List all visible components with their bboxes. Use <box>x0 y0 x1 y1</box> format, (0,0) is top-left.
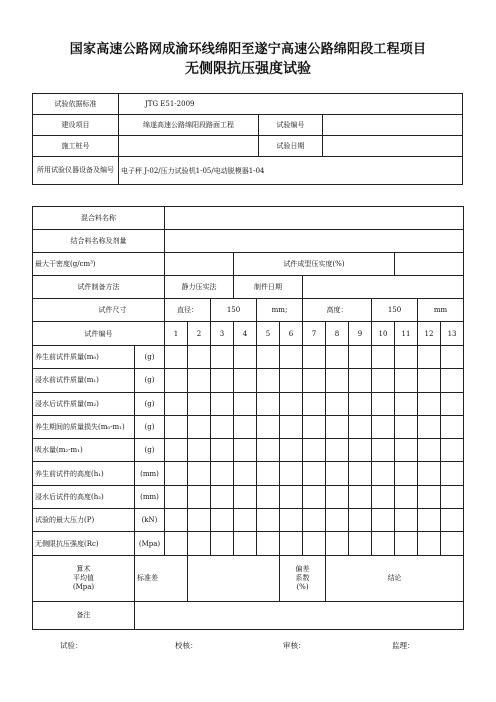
measurement-cell[interactable] <box>188 532 211 555</box>
std-value[interactable] <box>188 555 280 601</box>
specimen-number: 2 <box>188 322 211 346</box>
measurement-cell[interactable] <box>418 369 441 392</box>
prep-value: 静力压实法 <box>165 276 234 299</box>
measurement-cell[interactable] <box>326 369 349 392</box>
measurement-cell[interactable] <box>441 462 464 485</box>
measurement-cell[interactable] <box>441 485 464 508</box>
basis-value: JTG E51-2009 <box>119 94 463 115</box>
measurement-cell[interactable] <box>349 485 372 508</box>
measurement-cell[interactable] <box>280 509 303 532</box>
measurement-cell[interactable] <box>303 369 326 392</box>
height-value: 150 <box>372 299 418 322</box>
measurement-cell[interactable] <box>418 439 441 462</box>
measurement-label: 浸水前试件质量(m₁) <box>33 369 135 392</box>
measurement-cell[interactable] <box>165 369 188 392</box>
measurement-row <box>33 415 464 438</box>
measurement-cell[interactable] <box>395 415 418 438</box>
test-no-label: 试验编号 <box>259 115 323 136</box>
measurement-cell[interactable] <box>165 439 188 462</box>
measurement-cell[interactable] <box>280 532 303 555</box>
measurement-cell[interactable] <box>257 485 280 508</box>
prep-date-label: 制件日期 <box>234 276 303 299</box>
equipment-label: 所用试验仪器设备及编号 <box>33 157 119 185</box>
measurement-row <box>33 346 464 369</box>
specimen-number: 6 <box>280 322 303 346</box>
measurement-cell[interactable] <box>326 509 349 532</box>
measurement-cell[interactable] <box>395 509 418 532</box>
measurement-cell[interactable] <box>441 346 464 369</box>
measurement-unit: (g) <box>135 415 165 438</box>
measurement-cell[interactable] <box>349 369 372 392</box>
measurement-cell[interactable] <box>303 485 326 508</box>
measurement-cell[interactable] <box>441 439 464 462</box>
specimen-number: 8 <box>326 322 349 346</box>
measurement-cell[interactable] <box>372 509 395 532</box>
measurement-cell[interactable] <box>441 369 464 392</box>
compaction-label: 试件成型压实度(%) <box>234 253 395 276</box>
measurement-cell[interactable] <box>418 415 441 438</box>
measurement-cell[interactable] <box>418 509 441 532</box>
measurement-cell[interactable] <box>441 392 464 415</box>
measurement-cell[interactable] <box>211 392 234 415</box>
measurement-cell[interactable] <box>280 346 303 369</box>
measurement-cell[interactable] <box>372 462 395 485</box>
measurement-cell[interactable] <box>326 346 349 369</box>
measurement-cell[interactable] <box>165 392 188 415</box>
measurement-cell[interactable] <box>188 392 211 415</box>
measurement-row <box>33 439 464 462</box>
measurement-label: 养生前试件质量(m₀) <box>33 346 135 369</box>
measurement-cell[interactable] <box>280 415 303 438</box>
mm-label-2: mm <box>418 299 464 322</box>
specimen-number: 10 <box>372 322 395 346</box>
specimen-number-row <box>33 322 464 346</box>
measurement-cell[interactable] <box>211 415 234 438</box>
measurement-cell[interactable] <box>280 439 303 462</box>
specimen-number: 1 <box>165 322 188 346</box>
diameter-value: 150 <box>211 299 257 322</box>
measurement-cell[interactable] <box>349 532 372 555</box>
measurement-cell[interactable] <box>326 415 349 438</box>
measurement-cell[interactable] <box>395 439 418 462</box>
measurement-cell[interactable] <box>257 369 280 392</box>
measurement-cell[interactable] <box>349 439 372 462</box>
measurement-cell[interactable] <box>303 462 326 485</box>
measurement-cell[interactable] <box>395 346 418 369</box>
measurement-cell[interactable] <box>211 509 234 532</box>
measurement-cell[interactable] <box>349 509 372 532</box>
conclusion-label: 结论 <box>326 555 464 601</box>
measurement-unit: (Mpa) <box>135 532 165 555</box>
measurement-cell[interactable] <box>303 509 326 532</box>
measurement-label: 浸水后试件质量(m₂) <box>33 392 135 415</box>
measurement-cell[interactable] <box>188 346 211 369</box>
measurement-cell[interactable] <box>441 415 464 438</box>
measurement-cell[interactable] <box>188 509 211 532</box>
measurement-cell[interactable] <box>280 485 303 508</box>
measurement-cell[interactable] <box>234 392 257 415</box>
measurement-cell[interactable] <box>165 532 188 555</box>
measurement-unit: (g) <box>135 369 165 392</box>
measurement-label: 养生前试件的高度(h₁) <box>33 462 135 485</box>
station-label: 施工桩号 <box>33 136 119 157</box>
mm-label-1: mm; <box>257 299 303 322</box>
specimen-number: 12 <box>418 322 441 346</box>
measurement-cell[interactable] <box>395 462 418 485</box>
measurement-unit: (mm) <box>135 485 165 508</box>
test-table <box>32 206 464 630</box>
specimen-number: 4 <box>234 322 257 346</box>
measurement-label: 吸水量(m₂-m₁) <box>33 439 135 462</box>
compaction-value[interactable] <box>395 253 464 276</box>
max-density-value[interactable] <box>165 253 234 276</box>
measurement-cell[interactable] <box>395 485 418 508</box>
test-date-label: 试验日期 <box>259 136 323 157</box>
measurement-label: 无侧限抗压强度(Rc) <box>33 532 135 555</box>
measurement-cell[interactable] <box>326 485 349 508</box>
measurement-cell[interactable] <box>234 532 257 555</box>
measurement-cell[interactable] <box>303 439 326 462</box>
average-label: 算术 平均值 (Mpa) <box>33 555 135 601</box>
equipment-value: 电子秤 J-02/压力试验机1-05/电动脱模器1-04 <box>119 157 463 185</box>
measurement-cell[interactable] <box>395 369 418 392</box>
measurement-row <box>33 462 464 485</box>
measurement-cell[interactable] <box>326 462 349 485</box>
project-title: 国家高速公路网成渝环线绵阳至遂宁高速公路绵阳段工程项目 <box>69 42 427 57</box>
info-table <box>32 93 463 185</box>
prep-label: 试件制备方法 <box>33 276 165 299</box>
cv-label: 偏差 系数 (%) <box>280 555 326 601</box>
specimen-number-label: 试件编号 <box>33 322 165 346</box>
measurement-unit: (g) <box>135 439 165 462</box>
checker-signature: 校核： <box>175 641 198 650</box>
measurement-cell[interactable] <box>441 509 464 532</box>
measurement-cell[interactable] <box>188 415 211 438</box>
supervisor-signature: 监理： <box>392 641 415 650</box>
measurement-cell[interactable] <box>303 532 326 555</box>
measurement-row <box>33 392 464 415</box>
measurement-cell[interactable] <box>418 462 441 485</box>
measurement-unit: (g) <box>135 392 165 415</box>
measurement-cell[interactable] <box>349 415 372 438</box>
measurement-cell[interactable] <box>349 392 372 415</box>
measurement-cell[interactable] <box>165 415 188 438</box>
measurement-cell[interactable] <box>280 462 303 485</box>
measurement-cell[interactable] <box>234 462 257 485</box>
specimen-number: 11 <box>395 322 418 346</box>
measurement-cell[interactable] <box>326 392 349 415</box>
measurement-cell[interactable] <box>372 439 395 462</box>
measurement-cell[interactable] <box>395 392 418 415</box>
form-title: 无侧限抗压强度试验 <box>185 61 311 77</box>
measurement-cell[interactable] <box>165 509 188 532</box>
measurement-unit: (mm) <box>135 462 165 485</box>
specimen-number: 3 <box>211 322 234 346</box>
measurement-cell[interactable] <box>188 439 211 462</box>
measurement-cell[interactable] <box>349 462 372 485</box>
measurement-label: 养生期间的质量损失(m₀-m₁) <box>33 415 135 438</box>
measurement-cell[interactable] <box>257 532 280 555</box>
measurement-cell[interactable] <box>326 439 349 462</box>
measurement-cell[interactable] <box>211 485 234 508</box>
measurement-cell[interactable] <box>372 485 395 508</box>
measurement-cell[interactable] <box>234 415 257 438</box>
measurement-cell[interactable] <box>211 532 234 555</box>
specimen-number: 9 <box>349 322 372 346</box>
tester-signature: 试验： <box>60 641 83 650</box>
measurement-unit: (g) <box>135 346 165 369</box>
measurement-cell[interactable] <box>418 532 441 555</box>
reviewer-signature: 审核： <box>283 641 306 650</box>
measurement-cell[interactable] <box>280 392 303 415</box>
prep-date-value[interactable] <box>303 276 464 299</box>
measurement-cell[interactable] <box>303 346 326 369</box>
measurement-cell[interactable] <box>211 439 234 462</box>
measurement-cell[interactable] <box>326 532 349 555</box>
station-value[interactable] <box>119 136 259 157</box>
measurement-cell[interactable] <box>211 369 234 392</box>
measurement-cell[interactable] <box>303 392 326 415</box>
measurement-cell[interactable] <box>211 346 234 369</box>
measurement-cell[interactable] <box>234 509 257 532</box>
measurement-cell[interactable] <box>257 415 280 438</box>
measurement-cell[interactable] <box>418 392 441 415</box>
measurement-cell[interactable] <box>441 532 464 555</box>
measurement-cell[interactable] <box>372 392 395 415</box>
measurement-cell[interactable] <box>188 485 211 508</box>
measurement-cell[interactable] <box>257 462 280 485</box>
measurement-row <box>33 532 464 555</box>
specimen-number: 13 <box>441 322 464 346</box>
diameter-label: 直径： <box>165 299 211 322</box>
max-density-label: 最大干密度(g/cm³) <box>33 253 165 276</box>
measurement-cell[interactable] <box>372 415 395 438</box>
measurement-row <box>33 509 464 532</box>
measurement-cell[interactable] <box>303 415 326 438</box>
measurement-cell[interactable] <box>349 346 372 369</box>
measurement-cell[interactable] <box>234 439 257 462</box>
std-label: 标准差 <box>135 555 188 601</box>
measurement-cell[interactable] <box>165 346 188 369</box>
measurement-cell[interactable] <box>257 346 280 369</box>
measurement-row <box>33 485 464 508</box>
measurement-cell[interactable] <box>188 462 211 485</box>
binder-label: 结合料名称及剂量 <box>33 230 165 253</box>
measurement-cell[interactable] <box>234 485 257 508</box>
binder-value[interactable] <box>165 230 464 253</box>
measurement-cell[interactable] <box>372 532 395 555</box>
mix-name-value[interactable] <box>165 207 464 230</box>
measurement-cell[interactable] <box>418 485 441 508</box>
measurement-cell[interactable] <box>234 369 257 392</box>
measurement-cell[interactable] <box>211 462 234 485</box>
measurement-cell[interactable] <box>395 532 418 555</box>
measurement-cell[interactable] <box>418 346 441 369</box>
measurement-label: 试验的最大压力(P) <box>33 509 135 532</box>
test-no-value[interactable] <box>323 115 463 136</box>
height-label: 高度： <box>303 299 372 322</box>
measurement-cell[interactable] <box>257 509 280 532</box>
measurement-cell[interactable] <box>372 369 395 392</box>
remarks-value[interactable] <box>135 601 464 629</box>
remarks-label: 备注 <box>33 601 135 629</box>
specimen-number: 7 <box>303 322 326 346</box>
measurement-label: 浸水后试件的高度(h₂) <box>33 485 135 508</box>
measurement-cell[interactable] <box>280 369 303 392</box>
measurement-cell[interactable] <box>372 346 395 369</box>
size-label: 试件尺寸 <box>33 299 165 322</box>
measurement-cell[interactable] <box>234 346 257 369</box>
specimen-number: 5 <box>257 322 280 346</box>
measurement-cell[interactable] <box>165 485 188 508</box>
measurement-row <box>33 369 464 392</box>
test-date-value[interactable] <box>323 136 463 157</box>
measurement-cell[interactable] <box>257 392 280 415</box>
measurement-cell[interactable] <box>188 369 211 392</box>
measurement-cell[interactable] <box>257 439 280 462</box>
measurement-unit: (kN) <box>135 509 165 532</box>
basis-label: 试验依据标准 <box>33 94 119 115</box>
project-label: 建设项目 <box>33 115 119 136</box>
project-value: 绵遂高速公路绵阳段路面工程 <box>119 115 259 136</box>
mix-name-label: 混合料名称 <box>33 207 165 230</box>
measurement-cell[interactable] <box>165 462 188 485</box>
